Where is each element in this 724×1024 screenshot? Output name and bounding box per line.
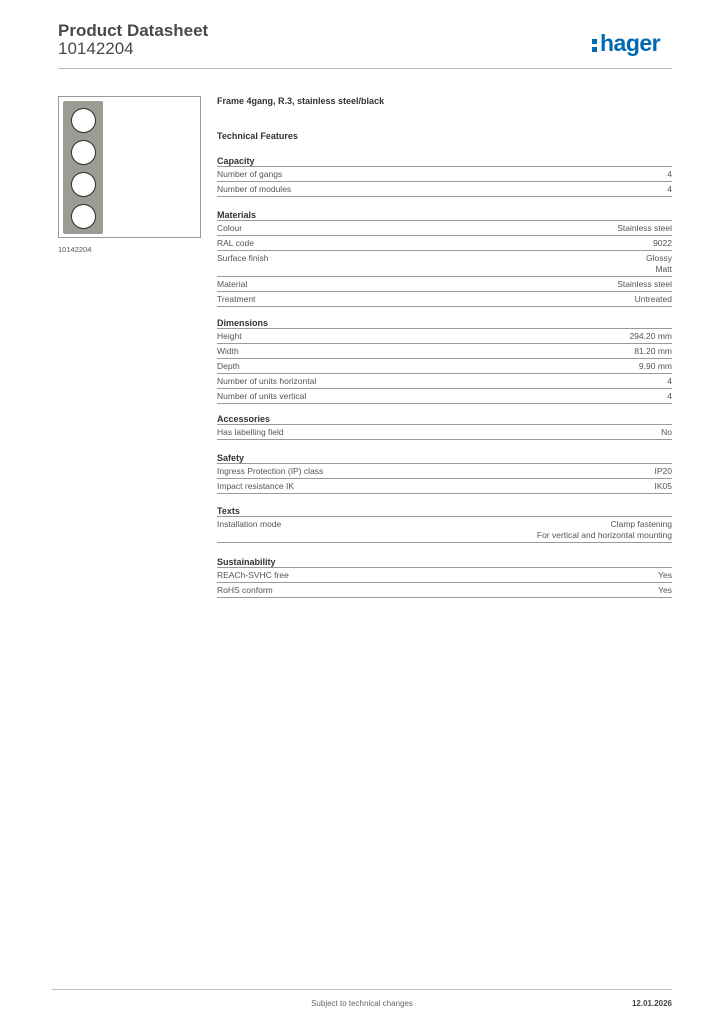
- section-title: Materials: [217, 209, 672, 221]
- spec-label: Surface finish: [217, 253, 269, 263]
- spec-row: [217, 464, 672, 479]
- logo-dots-icon: [592, 36, 598, 54]
- section-title: Sustainability: [217, 556, 672, 568]
- spec-row: [217, 359, 672, 374]
- header-divider: [58, 68, 672, 69]
- spec-value: 4: [667, 184, 672, 194]
- gang-opening-icon: [71, 172, 96, 197]
- spec-value: 9.90 mm: [638, 361, 672, 371]
- spec-label: Material: [217, 279, 248, 289]
- spec-label: Colour: [217, 223, 243, 233]
- gang-opening-icon: [71, 140, 96, 165]
- technical-features-heading: Technical Features: [217, 131, 298, 141]
- spec-row: [217, 389, 672, 404]
- spec-label: Has labelling field: [217, 427, 284, 437]
- section-sustainability: [217, 556, 672, 598]
- section-title: Dimensions: [217, 317, 672, 329]
- section-title: Capacity: [217, 155, 672, 167]
- spec-value: No: [661, 427, 672, 437]
- spec-row: [217, 425, 672, 440]
- spec-label: Number of units vertical: [217, 391, 307, 401]
- section-safety: [217, 452, 672, 494]
- spec-label: RAL code: [217, 238, 255, 248]
- logo-text: hager: [600, 30, 661, 56]
- footer-date: 12.01.2026: [631, 999, 672, 1008]
- gang-opening-icon: [71, 108, 96, 133]
- spec-value: Yes: [658, 570, 672, 580]
- spec-value: Glossy Matt: [646, 253, 672, 274]
- spec-value: IK05: [654, 481, 672, 491]
- spec-label: Number of modules: [217, 184, 292, 194]
- spec-label: Ingress Protection (IP) class: [217, 466, 324, 476]
- section-accessories: [217, 413, 672, 440]
- spec-label: Impact resistance IK: [217, 481, 295, 491]
- section-title: Accessories: [217, 413, 672, 425]
- spec-value: 4: [667, 169, 672, 179]
- section-capacity: [217, 155, 672, 197]
- section-materials: [217, 209, 672, 307]
- spec-value: 4: [667, 376, 672, 386]
- spec-label: REACh-SVHC free: [217, 570, 289, 580]
- spec-value: 4: [667, 391, 672, 401]
- article-number: 10142204: [58, 39, 134, 58]
- spec-value: Yes: [658, 585, 672, 595]
- spec-row: [217, 182, 672, 197]
- spec-value: 81.20 mm: [634, 346, 672, 356]
- spec-row: [217, 344, 672, 359]
- spec-label: Height: [217, 331, 242, 341]
- spec-row: [217, 374, 672, 389]
- spec-row: [217, 479, 672, 494]
- spec-label: RoHS conform: [217, 585, 273, 595]
- spec-label: Number of gangs: [217, 169, 283, 179]
- spec-row: [217, 517, 672, 543]
- gang-opening-icon: [71, 204, 96, 229]
- section-title: Texts: [217, 505, 672, 517]
- section-dimensions: [217, 317, 672, 404]
- spec-value: IP20: [654, 466, 672, 476]
- frame-illustration: [63, 101, 103, 234]
- spec-value: Untreated: [634, 294, 672, 304]
- spec-value: Stainless steel: [617, 223, 672, 233]
- spec-row: [217, 292, 672, 307]
- spec-row: [217, 167, 672, 182]
- spec-row: [217, 236, 672, 251]
- spec-row: [217, 251, 672, 277]
- product-name: Frame 4gang, R.3, stainless steel/black: [217, 96, 385, 106]
- spec-row: [217, 221, 672, 236]
- product-image: [58, 96, 201, 238]
- hager-logo: [592, 30, 660, 56]
- spec-row: [217, 277, 672, 292]
- spec-label: Width: [217, 346, 239, 356]
- spec-row: [217, 329, 672, 344]
- spec-label: Treatment: [217, 294, 256, 304]
- page-title: Product Datasheet: [58, 21, 209, 40]
- spec-value: 294.20 mm: [629, 331, 672, 341]
- spec-label: Depth: [217, 361, 240, 371]
- footer-note: Subject to technical changes: [311, 999, 413, 1008]
- footer-divider: [52, 989, 672, 990]
- section-title: Safety: [217, 452, 672, 464]
- image-caption: 10142204: [58, 245, 92, 254]
- spec-value: Stainless steel: [617, 279, 672, 289]
- section-texts: [217, 505, 672, 543]
- spec-row: [217, 568, 672, 583]
- spec-value: 9022: [653, 238, 672, 248]
- spec-label: Installation mode: [217, 519, 282, 529]
- spec-label: Number of units horizontal: [217, 376, 317, 386]
- spec-row: [217, 583, 672, 598]
- spec-value: Clamp fastening For vertical and horizontal mounting: [536, 519, 672, 540]
